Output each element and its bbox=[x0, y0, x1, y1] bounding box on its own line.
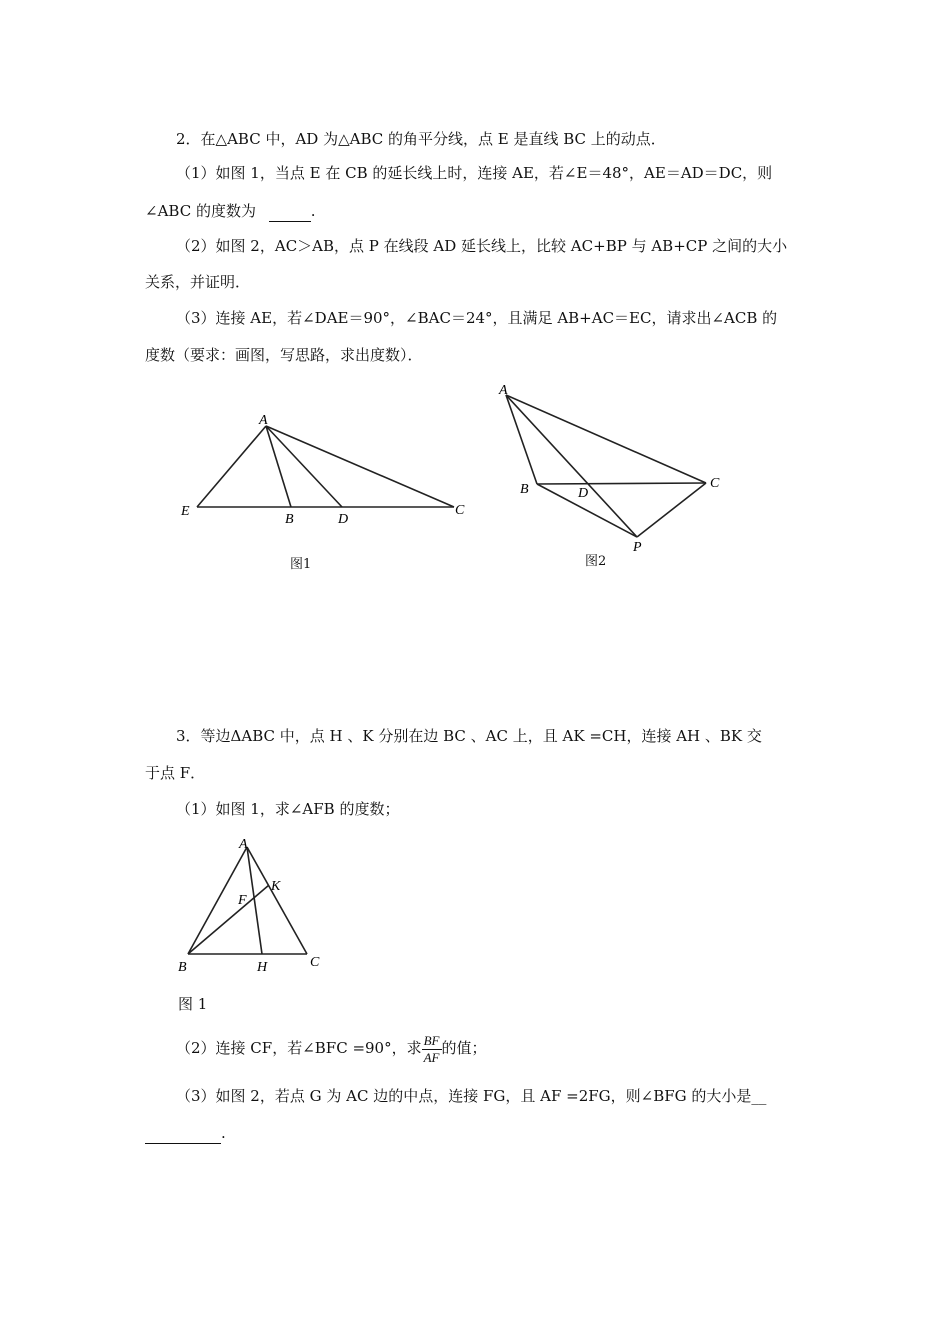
problem3-intro-line2: 于点 F． bbox=[145, 764, 206, 782]
label-K: K bbox=[271, 879, 281, 894]
problem2-q1-text: ∠ABC 的度数为 bbox=[145, 202, 256, 220]
answer-blank bbox=[269, 201, 311, 222]
problem2-q1-end: . bbox=[310, 202, 316, 220]
problem2-q3-line1: （3）连接 AE，若∠DAE＝90°，∠BAC＝24°，且满足 AB+AC＝EC，请求出∠ACB 的 bbox=[176, 309, 778, 327]
problem2-figure1 bbox=[175, 408, 475, 533]
line-AC bbox=[247, 847, 307, 954]
problem2-figure2 bbox=[495, 378, 730, 553]
line-AB bbox=[506, 395, 537, 484]
problem2-q3-line2: 度数（要求：画图，写思路，求出度数）． bbox=[145, 346, 423, 364]
label-E: E bbox=[181, 504, 190, 519]
problem2-figure2-caption: 图2 bbox=[585, 554, 607, 569]
problem3-q3-line2 bbox=[145, 1123, 226, 1144]
fraction-denominator: AF bbox=[423, 1049, 440, 1065]
problem2-intro: 2．在△ABC 中，AD 为△ABC 的角平分线，点 E 是直线 BC 上的动点． bbox=[176, 130, 666, 148]
fraction-bf-af bbox=[422, 1033, 442, 1066]
problem3-q2 bbox=[176, 1028, 487, 1068]
problem3-q1: （1）如图 1，求∠AFB 的度数； bbox=[176, 800, 400, 818]
label-A: A bbox=[239, 837, 248, 852]
problem3-figure1 bbox=[172, 833, 327, 981]
problem2-q2-line2: 关系，并证明． bbox=[145, 273, 251, 291]
label-P: P bbox=[633, 540, 642, 553]
line-AP bbox=[506, 395, 637, 537]
label-F: F bbox=[238, 893, 247, 908]
problem2-q2-line1: （2）如图 2，AC＞AB，点 P 在线段 AD 延长线上，比较 AC+BP 与 AB+CP 之间的大小 bbox=[176, 237, 788, 255]
label-B: B bbox=[178, 960, 187, 975]
problem2-figure1-caption: 图1 bbox=[290, 557, 312, 572]
line-BC bbox=[537, 483, 706, 484]
label-B: B bbox=[520, 482, 529, 497]
line-AH bbox=[247, 847, 262, 954]
problem3-q2-pre: （2）连接 CF，若∠BFC =90°，求 bbox=[176, 1039, 422, 1057]
label-A: A bbox=[499, 383, 508, 398]
label-H: H bbox=[257, 960, 268, 975]
label-D: D bbox=[578, 486, 589, 501]
problem3-q3-end: . bbox=[221, 1124, 226, 1142]
problem3-q2-post: 的值； bbox=[441, 1039, 487, 1057]
answer-blank bbox=[145, 1123, 221, 1144]
label-C: C bbox=[455, 503, 465, 518]
problem2-q1-line1: （1）如图 1，当点 E 在 CB 的延长线上时，连接 AE，若∠E＝48°，AE＝AD＝DC，则 bbox=[176, 164, 773, 182]
line-AC bbox=[506, 395, 706, 483]
line-AE bbox=[197, 426, 266, 507]
label-B: B bbox=[285, 512, 294, 527]
label-A: A bbox=[259, 413, 268, 428]
label-D: D bbox=[338, 512, 349, 527]
problem3-intro-line1: 3．等边ΔABC 中，点 H 、K 分别在边 BC 、AC 上，且 AK =CH，连接 AH 、BK 交 bbox=[176, 727, 762, 745]
problem2-q1-line2 bbox=[145, 201, 316, 222]
line-AB bbox=[266, 426, 291, 507]
line-AD bbox=[266, 426, 342, 507]
problem3-figure1-caption: 图 1 bbox=[178, 995, 208, 1013]
problem3-q3-line1: （3）如图 2，若点 G 为 AC 边的中点，连接 FG，且 AF =2FG，则∠BFG 的大小是__ bbox=[176, 1087, 767, 1105]
label-C: C bbox=[310, 955, 320, 970]
fraction-numerator: BF bbox=[423, 1032, 440, 1048]
label-C: C bbox=[710, 476, 720, 491]
line-CP bbox=[637, 483, 706, 537]
line-AC bbox=[266, 426, 454, 507]
